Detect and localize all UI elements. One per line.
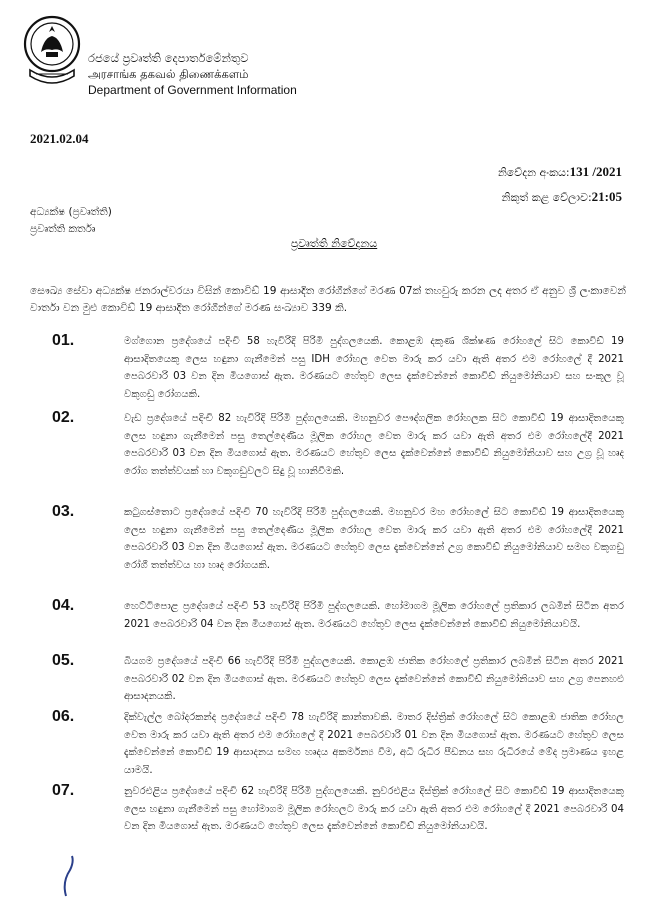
signature-mark-icon (60, 852, 100, 897)
item-number: 06. (52, 708, 75, 725)
letterhead (22, 12, 322, 100)
item-number: 02. (52, 409, 75, 426)
department-name-tamil: அரசாங்க தகவல் திணைக்களம் (88, 67, 249, 81)
release-meta (498, 160, 622, 210)
issue-time-label: නිකුත් කළ වේලාව: (501, 191, 592, 204)
issue-time-row (498, 185, 622, 210)
item-text: කටුගස්තොට ප්‍රදේශයේ පදිංචි 70 හැවිරිදි පිරිමි පුද්ගලයෙකි. මහනුවර මහ රෝහලේ සිට කොවිඩ් 19 ආසාදිතයෙකු ලෙස හඳුනා ගැනීමෙන් පසු තෙල්දෙණිය මූලික රෝහල වෙත මාරු කර යවා ඇති අතර එම රෝහලේදී 2021 පෙබරවාරි 03 වන දින මියගොස් ඇත. මරණයට හේතුව ලෙස දැක්වෙන්නේ උග්‍ර කොවිඩ් නියුමෝනියාව සමඟ වකුගඩු රෝගී තත්ත්වය හා හෘද රෝගයකි. (124, 507, 624, 571)
document-title-text: ප්‍රවෘත්ති නිවේදනය (290, 237, 378, 250)
addressee (30, 204, 112, 238)
item-number: 04. (52, 597, 75, 614)
reference-label: නිවේදන අංකය: (497, 166, 570, 179)
intro-paragraph: සෞඛ්‍ය සේවා අධ්‍යක්ෂ ජනරාල්වරයා විසින් කොවිඩ් 19 ආසාදිත රෝගීන්ගේ මරණ 07ක් තහවුරු කරන ලද අතර ඒ අනුව ශ්‍රී ලංකාවෙන් වාර්තා වන මුළු කොවිඩ් 19 ආසාදිත රෝගීන්ගේ මරණ සංඛ්‍යාව 339 කි. (30, 285, 626, 314)
item-number: 05. (52, 652, 75, 669)
department-name-english: Department of Government Information (88, 83, 297, 97)
addressee-line-2: ප්‍රවෘත්ති කර්තෘ (30, 223, 96, 235)
addressee-line-1: අධ්‍යක්ෂ (ප්‍රවෘත්ති) (30, 206, 112, 218)
item-text: වැඩ ප්‍රදේශයේ පදිංචි 82 හැවිරිදි පිරිමි පුද්ගලයෙකි. මහනුවර පෞද්ගලික රෝහලක සිට කොවිඩ් 19 ආසාදිතයෙකු ලෙස හඳුනා ගැනීමෙන් පසු තෙල්දෙණිය මූලික රෝහල වෙත මාරු කර යවා ඇති අතර එම රෝහලේදී 2021 පෙබරවාරි 03 වන දින මියගොස් ඇත. මරණයට හේතුව ලෙස දැක්වෙන්නේ කොවිඩ් නියුමෝනියාව සහ උග්‍ර වූ හෘද රෝග තත්ත්වයක් හා වකුගඩුවලට සිදු වූ හානිවීමකි. (124, 413, 624, 477)
item-text: මග්ගොන ප්‍රදේශයේ පදිංචි 58 හැවිරිදි පිරිමි පුද්ගලයෙකි. කොළඹ දකුණ ශික්ෂණ රෝහලේ සිට කොවිඩ් 19 ආසාදිතයෙකු ලෙස හඳුනා ගැනීමෙන් පසු IDH රෝහල වෙත මාරු කර යවා ඇති අතර එම රෝහලේ දී 2021 පෙබරවාරි 03 වන දින මියගොස් ඇත. මරණයට හේතුව ලෙස දැක්වෙන්නේ කොවිඩ් නියුමෝනියාව සහ සංකූල වූ වකුගඩු රෝගයකි. (124, 336, 624, 400)
item-number: 07. (52, 782, 75, 799)
item-text: බියගම ප්‍රදේශයේ පදිංචි 66 හැවිරිදි පිරිමි පුද්ගලයෙකි. කොළඹ ජාතික රෝහලේ ප්‍රතිකාර ලබමින් සිටින අතර 2021 පෙබරවාරි 02 වන දින මියගොස් ඇත. මරණයට හේතුව ලෙස දැක්වෙන්නේ කොවිඩ් නියුමෝනියාව සහ උග්‍ර පෙනහළු ආසාදනයකි. (124, 656, 624, 702)
item-number: 03. (52, 503, 75, 520)
item-text: දික්වැල්ල බෝදරකන්ද ප්‍රදේශයේ පදිංචි 78 හැවිරිදි කාන්තාවකි. මාතර දිස්ත්‍රික් රෝහලේ සිට කොළඹ ජාතික රෝහල වෙත මාරු කර යවා ඇති අතර එම රෝහලේ දී 2021 පෙබරවාරි 01 වන දින මියගොස් ඇත. මරණයට හේතුව ලෙස දැක්වෙන්නේ කොවිඩ් 19 ආසාදනය සමඟ හෘදය අකර්මන්‍ය වීම, අධි රුධිර පීඩනය සහ රුධිරයේ මේද ප්‍රමාණය ඉහළ යාමයි. (124, 712, 624, 776)
item-text: හෙට්ටිපොළ ප්‍රදේශයේ පදිංචි 53 හැවිරිදි පිරිමි පුද්ගලයෙකි. හෝමාගම මූලික රෝහලේ ප්‍රතිකාර ලබමින් සිටින අතර 2021 පෙබරවාරි 04 වන දින මියගොස් ඇත. මරණයට හේතුව ලෙස දැක්වෙන්නේ කොවිඩ් නියුමෝනියාවයි. (124, 601, 624, 630)
reference-number: 131 /2021 (569, 164, 622, 179)
item-text: නුවරඑළිය ප්‍රදේශයේ පදිංචි 62 හැවිරිදි පිරිමි පුද්ගලයෙකි. නුවරඑළිය දිස්ත්‍රික් රෝහලේ සිට කොවිඩ් 19 ආසාදිතයෙකු ලෙස හඳුනා ගැනීමෙන් පසු හෝමාගම මූලික රෝහලට මාරු කර යවා ඇති අතර එම රෝහලේ දී 2021 පෙබරවාරි 04 වන දින මියගොස් ඇත. මරණයට හේතුව ලෙස දැක්වෙන්නේ කොවිඩ් නියුමෝනියාවයි. (124, 786, 624, 832)
item-number: 01. (52, 332, 75, 349)
issue-time: 21:05 (591, 189, 622, 204)
national-emblem-icon (22, 12, 82, 90)
document-title (0, 237, 668, 251)
department-name-sinhala: රජයේ ප්‍රවෘත්ති දෙපාර්තමේන්තුව (88, 51, 249, 65)
reference-row (498, 160, 622, 185)
document-date: 2021.02.04 (30, 131, 89, 146)
